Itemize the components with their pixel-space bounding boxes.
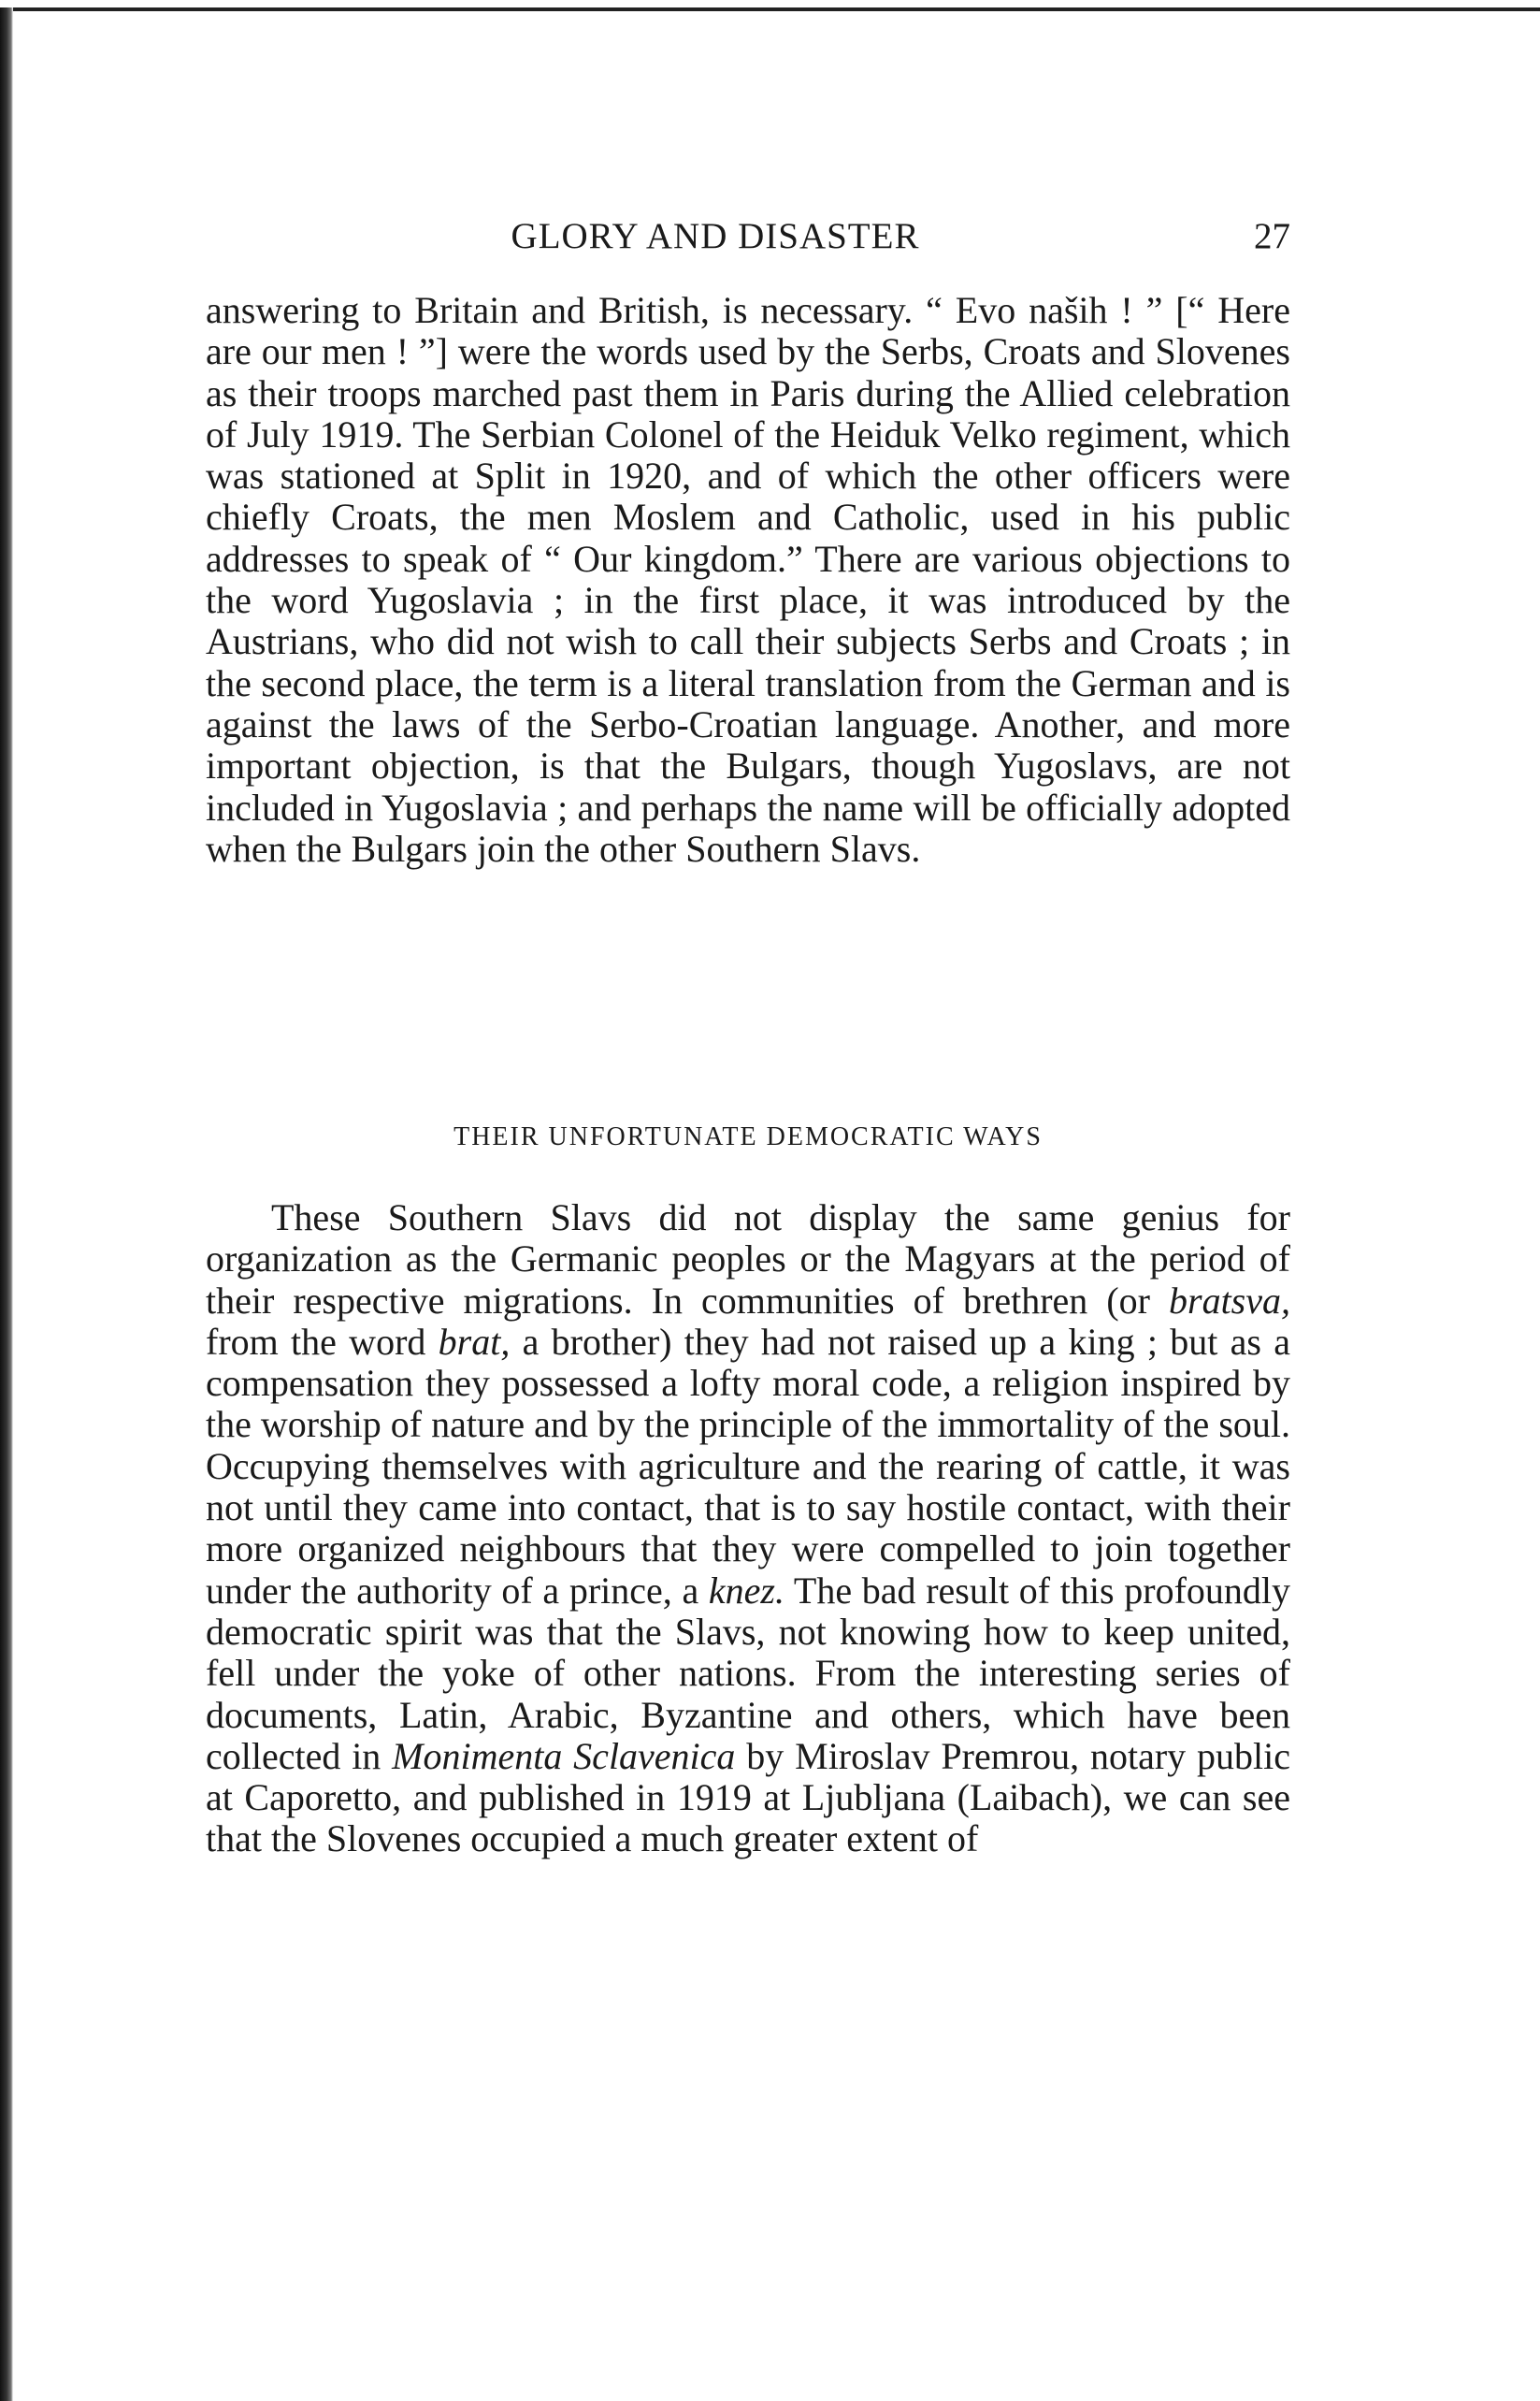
paragraph-1: answering to Britain and British, is necessary. “ Evo naših ! ” [“ Here are our men ! ”] were the words used by the Serbs, Croats and Slovenes as their troops marched past them in Paris during the Allied celebration of July 1919. The Serbian Colonel of the Heiduk Velko regiment, which was stationed at Split in 1920, and of which the other officers were chiefly Croats, the men Moslem and Catholic, used in his public addresses to speak of “ Our kingdom.” There are various objections to the word Yugoslavia ; in the first place, it was introduced by the Austrians, who did not wish to call their subjects Serbs and Croats ; in the second place, the term is a literal translation from the German and is against the laws of the Serbo-Croatian language. Another, and more important objection, is that the Bulgars, though Yugoslavs, are not included in Yugoslavia ; and perhaps the name will be officially adopted when the Bulgars join the other Southern Slavs. bbox=[206, 289, 1290, 870]
section-heading: THEIR UNFORTUNATE DEMOCRATIC WAYS bbox=[453, 1122, 1043, 1151]
paragraph-2-text-c: a brother) they had not raised up a king ; but as a compensation they possessed a lofty moral code, a religion inspired by the worship of nature and by the principle of the immortality of the soul. Occupying themselves with agriculture and the rearing of cattle, it was not until they came into contact, that is to say hostile contact, with their more organized neighbours that they were compelled to join together under the authority of a prince, a bbox=[206, 1320, 1290, 1612]
page-header bbox=[206, 215, 1290, 271]
left-scan-border bbox=[0, 7, 13, 2401]
paragraph-2-text-a: These Southern Slavs did not display the same genius for organization as the Germanic peoples or the Magyars at the period of their respective migrations. In communities of brethren (or bbox=[206, 1196, 1290, 1322]
page-number: 27 bbox=[1254, 216, 1290, 256]
italic-brat: brat, bbox=[438, 1320, 511, 1363]
paragraph-2-text-d: The bad result of this profoundly democratic spirit was that the Slavs, not knowing how to keep united, fell under the yoke of other nations. From the interesting series of documents, Latin, Arabic, Byzantine and others, which have been collected in bbox=[206, 1569, 1291, 1777]
italic-monimenta: Monimenta Sclavenica bbox=[392, 1734, 736, 1777]
italic-bratsva: bratsva, bbox=[1169, 1279, 1290, 1322]
italic-knez: knez. bbox=[708, 1569, 784, 1612]
paragraph-2-text-e: by Miroslav Premrou, notary public at Caporetto, and published in 1919 at Ljubljana (Laibach), we can see that the Slovenes occupied a much greater extent of bbox=[206, 1734, 1291, 1860]
running-head: GLORY AND DISASTER bbox=[511, 216, 920, 256]
book-page bbox=[206, 215, 1291, 1860]
paragraph-2-text-b: from the word bbox=[206, 1320, 439, 1363]
paragraph-2 bbox=[206, 1197, 1290, 1860]
top-scan-border bbox=[0, 7, 1540, 11]
